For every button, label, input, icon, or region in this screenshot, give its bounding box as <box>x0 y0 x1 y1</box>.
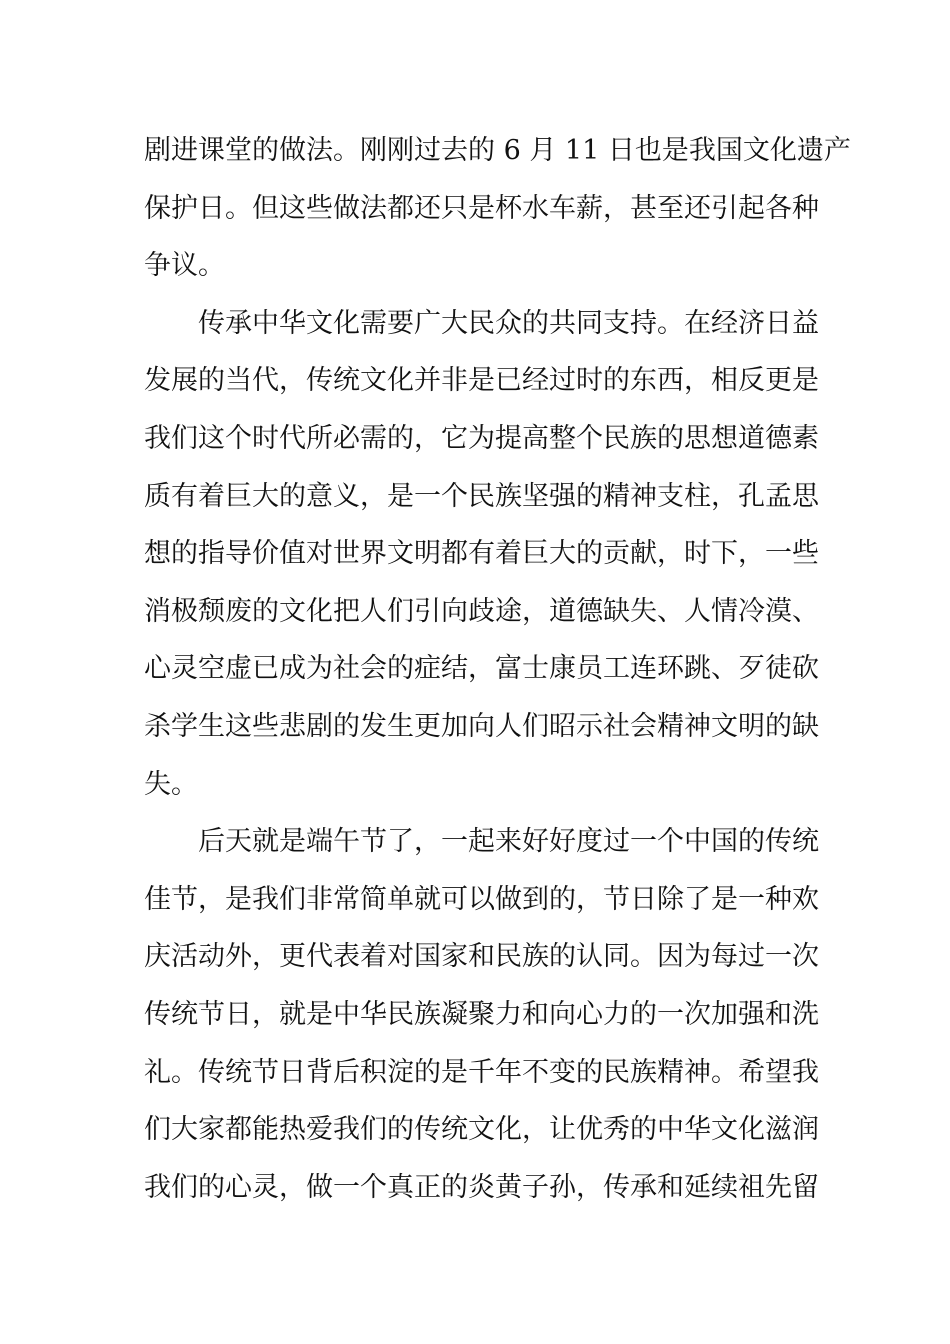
paragraph-2 <box>144 295 819 813</box>
text-line: 剧进课堂的做法。刚刚过去的 6 月 11 日也是我国文化遗产 <box>144 135 851 166</box>
text-line: 争议。 <box>144 250 225 282</box>
text-line: 佳节，是我们非常简单就可以做到的，节日除了是一种欢 <box>144 883 819 915</box>
text-line: 们大家都能热爱我们的传统文化，让优秀的中华文化滋润 <box>144 1114 819 1146</box>
text-line: 我们的心灵，做一个真正的炎黄子孙，传承和延续祖先留 <box>144 1171 819 1203</box>
text-line: 质有着巨大的意义，是一个民族坚强的精神支柱，孔孟思 <box>144 480 819 512</box>
text-line: 消极颓废的文化把人们引向歧途，道德缺失、人情冷漠、 <box>144 595 819 627</box>
document-body <box>144 122 851 1216</box>
text-line: 传统节日，就是中华民族凝聚力和向心力的一次加强和洗 <box>144 998 819 1030</box>
text-line: 礼。传统节日背后积淀的是千年不变的民族精神。希望我 <box>144 1056 819 1088</box>
text-line: 发展的当代，传统文化并非是已经过时的东西，相反更是 <box>144 365 819 397</box>
paragraph-1 <box>144 122 851 295</box>
text-line: 我们这个时代所必需的，它为提高整个民族的思想道德素 <box>144 422 819 454</box>
text-line: 庆活动外，更代表着对国家和民族的认同。因为每过一次 <box>144 941 819 973</box>
text-line: 失。 <box>144 768 198 800</box>
text-line: 杀学生这些悲剧的发生更加向人们昭示社会精神文明的缺 <box>144 710 819 742</box>
paragraph-3 <box>144 813 819 1216</box>
text-line: 想的指导价值对世界文明都有着巨大的贡献，时下，一些 <box>144 538 819 570</box>
text-line: 后天就是端午节了，一起来好好度过一个中国的传统 <box>144 826 819 858</box>
text-line: 保护日。但这些做法都还只是杯水车薪，甚至还引起各种 <box>144 192 819 224</box>
text-line: 传承中华文化需要广大民众的共同支持。在经济日益 <box>144 307 819 339</box>
text-line: 心灵空虚已成为社会的症结，富士康员工连环跳、歹徒砍 <box>144 653 819 685</box>
